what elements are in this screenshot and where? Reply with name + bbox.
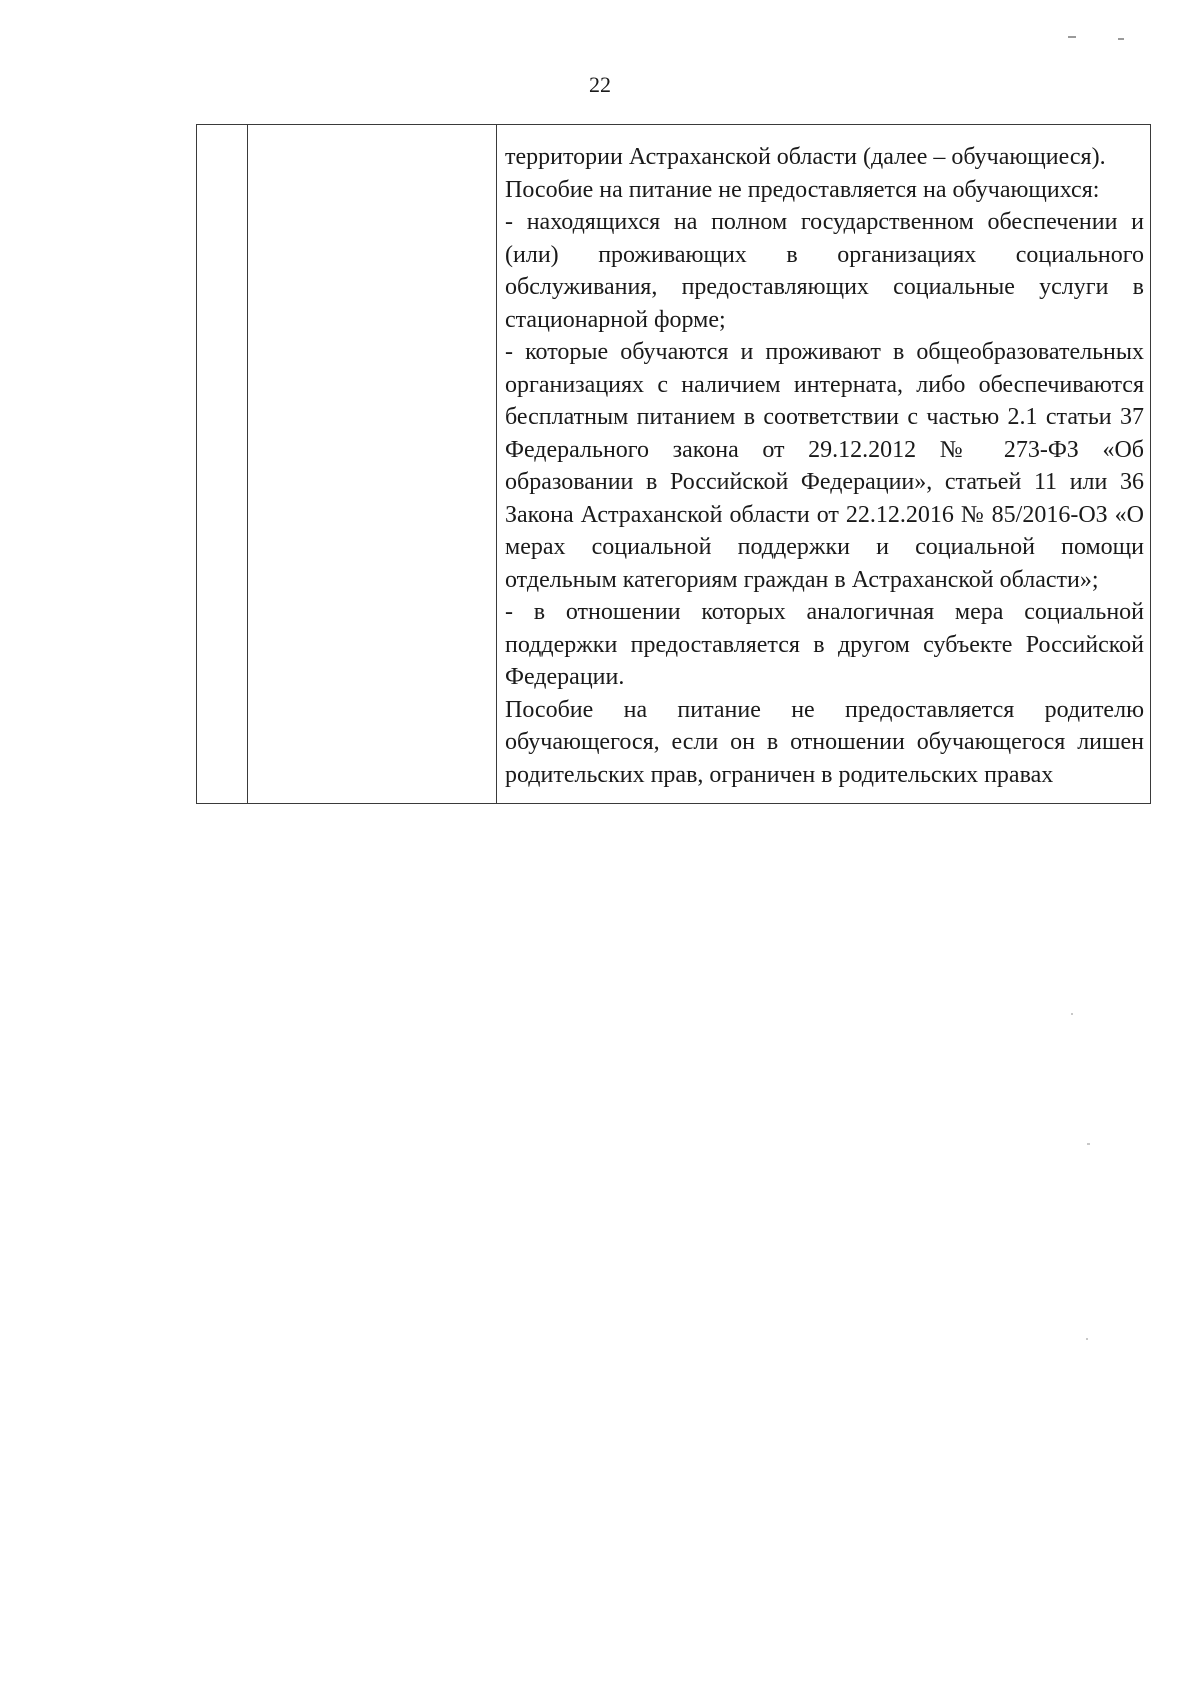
paragraph-exclusion-other-region: - в отношении которых аналогичная мера социальной поддержки предоставляется в другом субъекте Российской Федерации. <box>505 599 1144 690</box>
scan-artifact <box>1087 1143 1090 1145</box>
table-cell-description <box>497 125 1151 804</box>
paragraph-exclusion-state-support: - находящихся на полном государственном обеспечении и (или) проживающих в организациях социального обслуживания, предоставляющих социальные услуги в стационарной форме; <box>505 209 1144 333</box>
scan-artifact <box>1071 1013 1073 1015</box>
description-text <box>497 125 1150 803</box>
scan-artifact <box>1068 36 1076 38</box>
page-number: 22 <box>589 72 611 97</box>
table-cell-name <box>248 125 497 804</box>
paragraph-parental-rights: Пособие на питание не предоставляется родителю обучающегося, если он в отношении обучающегося лишен родительских прав, ограничен в родительских правах <box>505 696 1144 788</box>
paragraph-exclusion-boarding: - которые обучаются и проживают в общеобразовательных организациях с наличием интерната, либо обеспечиваются бесплатным питанием в соответствии с частью 2.1 статьи 37 Федерального закона от 29.12.2012 № 273-ФЗ «Об образовании в Российской Федерации», статьей 11 или 36 Закона Астраханской области от 22.12.2016 № 85/2016-ОЗ «О мерах социальной поддержки и социальной помощи отдельным категориям граждан в Астраханской области»; <box>505 339 1144 593</box>
paragraph-recipients-continuation: территории Астраханской области (далее – обучающиеся). <box>505 144 1106 170</box>
scan-artifact <box>1118 38 1124 40</box>
content-table <box>196 124 1151 804</box>
table-row <box>197 125 1151 804</box>
scan-artifact <box>1086 1338 1088 1340</box>
table-cell-number <box>197 125 248 804</box>
paragraph-exclusions-intro: Пособие на питание не предоставляется на обучающихся: <box>505 176 1100 203</box>
